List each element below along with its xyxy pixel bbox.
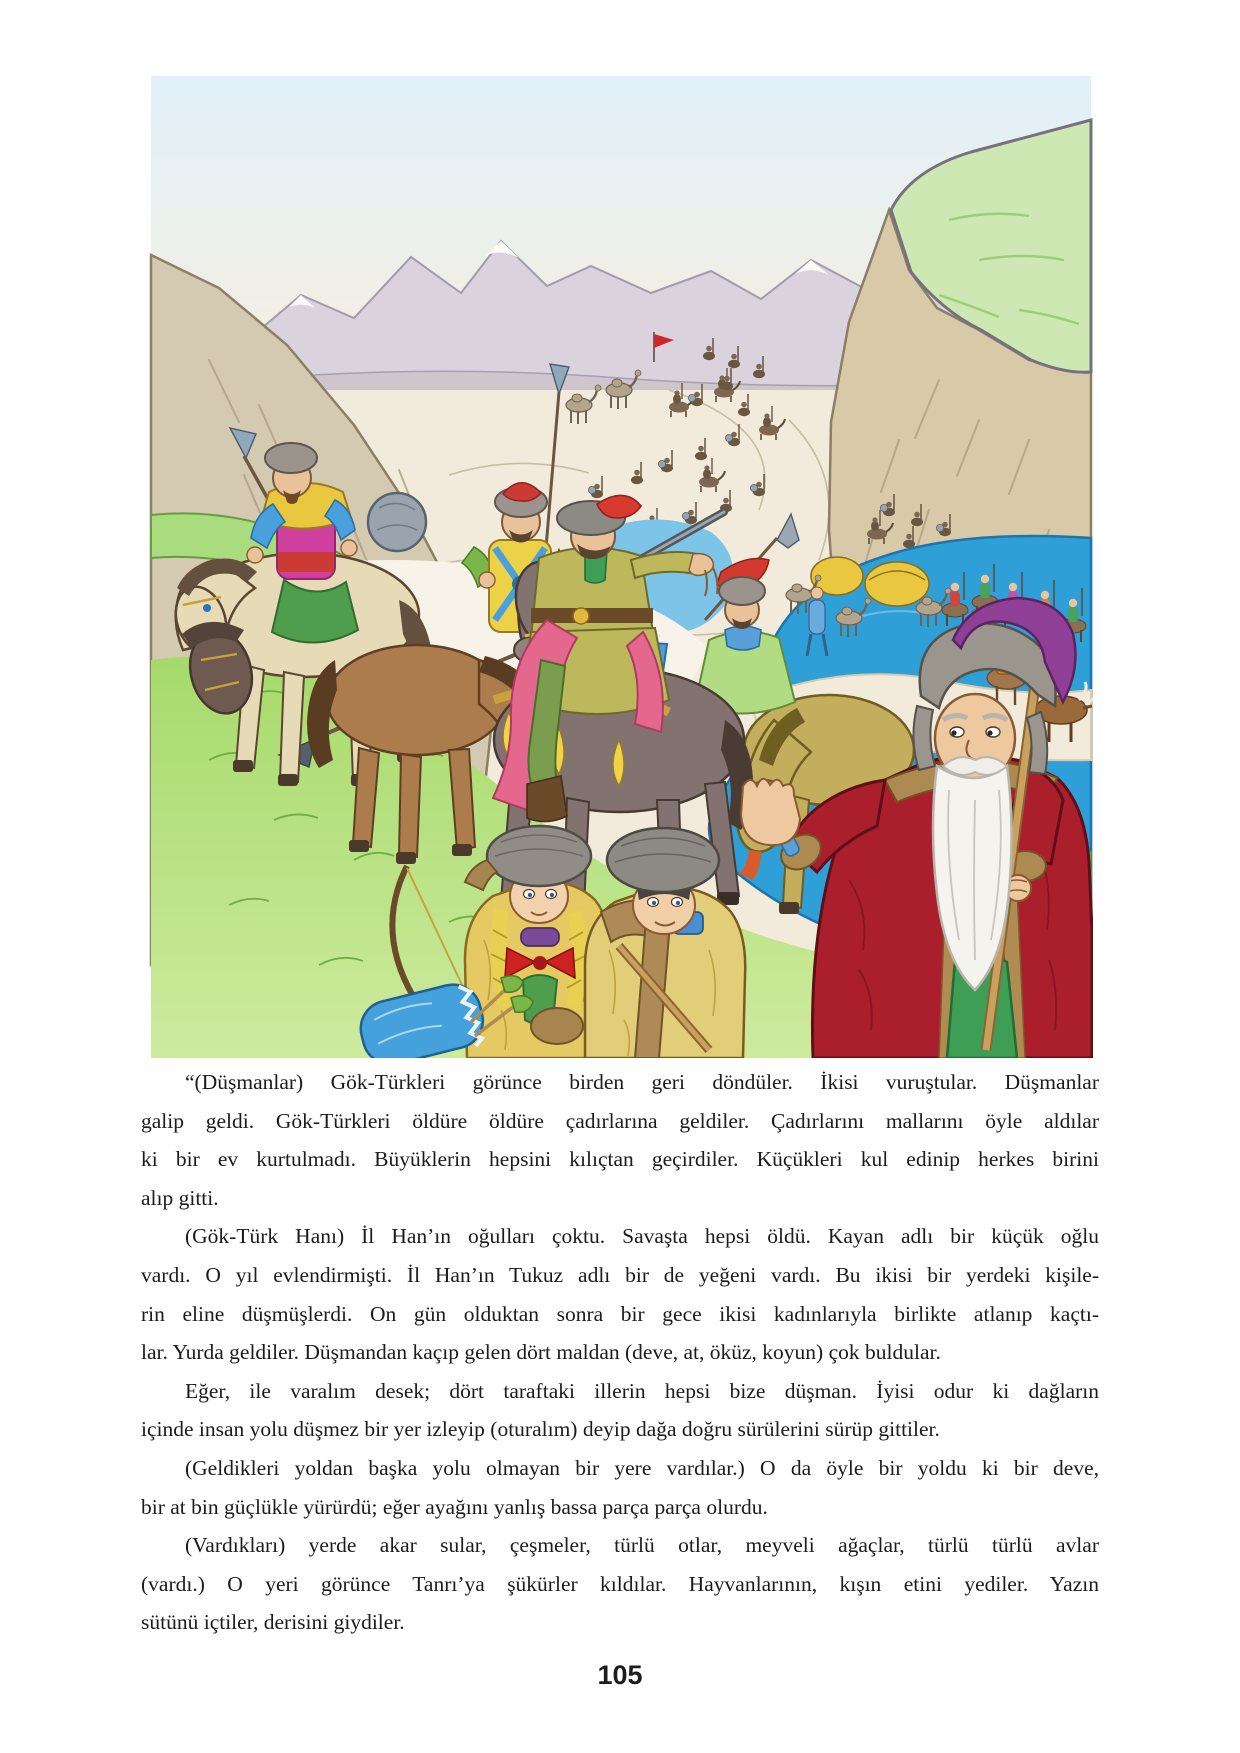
blue-ruffle-collar [725, 626, 761, 650]
text-line: vardı. O yıl evlendirmişti. İl Han’ın Tukuz adlı bir de yeğeni vardı. Bu ikisi bir yerdeki kişile- [141, 1262, 1099, 1287]
fur-hat [719, 577, 765, 605]
paragraph-3 [141, 1372, 1099, 1449]
text-line: (Vardıkları) yerde akar sular, çeşmeler, türlü otlar, meyveli ağaçlar, türlü türlü avlar [185, 1533, 1099, 1558]
text-line: galip geldi. Gök-Türkleri öldüre öldüre çadırlarına geldiler. Çadırlarını mallarını öyle aldılar [141, 1108, 1099, 1133]
page-number: 105 [597, 1660, 643, 1690]
story-text [141, 1063, 1099, 1642]
text-line: “(Düşmanlar) Gök-Türkleri görünce birden geri döndüler. İkisi vuruştular. Düşmanlar [185, 1070, 1099, 1094]
text-line: sütünü içtiler, derisini giydiler. [141, 1610, 405, 1635]
purple-scarf [521, 928, 559, 946]
story-illustration [149, 60, 1093, 1058]
mustache [943, 757, 1007, 775]
paragraph-2 [141, 1217, 1099, 1371]
text-line: rin eline düşmüşlerdi. On gün olduktan sonra bir gece ikisi kadınlarıyla birlikte atlanıp kaçtı- [141, 1301, 1099, 1326]
red-sash [278, 552, 334, 572]
text-line: (Gök-Türk Hanı) İl Han’ın oğulları çoktu. Savaşta hepsi öldü. Kayan adlı bir küçük oğlu [185, 1224, 1099, 1249]
fur-hat [265, 443, 317, 473]
boot [527, 776, 567, 822]
paragraph-4 [141, 1449, 1099, 1526]
text-line: alıp gitti. [141, 1185, 219, 1210]
round-shield [368, 493, 426, 551]
text-line: lar. Yurda geldiler. Düşmandan kaçıp gelen dört maldan (deve, at, öküz, koyun) çok buldular. [141, 1340, 941, 1365]
text-line: (Geldikleri yoldan başka yolu olmayan bir yere vardılar.) O da öyle bir yoldu ki bir deve, [185, 1455, 1099, 1480]
paragraph-1 [141, 1063, 1099, 1217]
yurt-bundle [865, 562, 929, 606]
text-line: içinde insan yolu düşmez bir yer izleyip (oturalım) deyip dağa doğru sürülerini sürüp gittiler. [141, 1417, 940, 1442]
paragraph-5 [141, 1526, 1099, 1642]
open-hand [741, 779, 800, 845]
text-line: ki bir ev kurtulmadı. Büyüklerin hepsini kılıçtan geçirdiler. Küçükleri kul edinip herkes birini [141, 1147, 1099, 1172]
text-line: bir at bin güçlükle yürürdü; eğer ayağını yanlış bassa parça parça olurdu. [141, 1494, 768, 1519]
fur-mitten [531, 1008, 583, 1044]
text-line: Eğer, ile varalım desek; dört taraftaki illerin hepsi bize düşman. İyisi odur ki dağların [185, 1378, 1099, 1403]
text-line: (vardı.) O yeri görünce Tanrı’ya şükürler kıldılar. Hayvanlarının, kışın etini yediler. Yazın [141, 1571, 1099, 1596]
pointing-hand [689, 554, 713, 576]
